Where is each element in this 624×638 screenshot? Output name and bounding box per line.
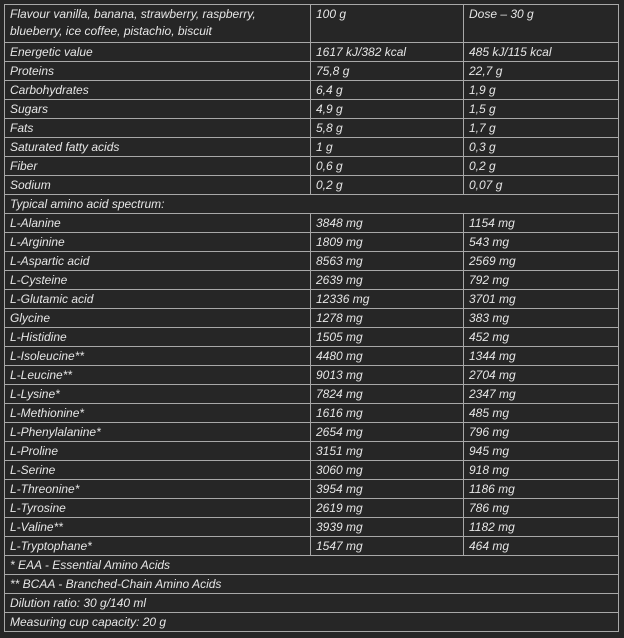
- footnote-cell: Measuring cup capacity: 20 g: [5, 613, 619, 632]
- per-dose-cell: 786 mg: [464, 499, 619, 518]
- row-label-cell: Sodium: [5, 176, 311, 195]
- per-dose-cell: 1186 mg: [464, 480, 619, 499]
- per-dose-cell: 2704 mg: [464, 366, 619, 385]
- per-100g-cell: 2639 mg: [311, 271, 464, 290]
- row-label-cell: L-Leucine**: [5, 366, 311, 385]
- flavour-header-cell: Flavour vanilla, banana, strawberry, raspberry, blueberry, ice coffee, pistachio, biscuit: [5, 5, 311, 43]
- amino-acid-row: [5, 404, 619, 423]
- footnote-cell: Dilution ratio: 30 g/140 ml: [5, 594, 619, 613]
- amino-acid-row: [5, 252, 619, 271]
- footnote-row: [5, 556, 619, 575]
- row-label-cell: L-Serine: [5, 461, 311, 480]
- per-100g-cell: 12336 mg: [311, 290, 464, 309]
- amino-acid-row: [5, 214, 619, 233]
- per-dose-cell: 2347 mg: [464, 385, 619, 404]
- nutrient-row: [5, 43, 619, 62]
- row-label-cell: Carbohydrates: [5, 81, 311, 100]
- per-100g-cell: 2654 mg: [311, 423, 464, 442]
- row-label-cell: L-Valine**: [5, 518, 311, 537]
- nutrient-row: [5, 119, 619, 138]
- amino-acid-row: [5, 537, 619, 556]
- amino-acid-row: [5, 347, 619, 366]
- per-dose-cell: 792 mg: [464, 271, 619, 290]
- nutrient-row: [5, 81, 619, 100]
- amino-acid-row: [5, 480, 619, 499]
- row-label-cell: L-Phenylalanine*: [5, 423, 311, 442]
- per-dose-cell: 383 mg: [464, 309, 619, 328]
- per-dose-cell: 543 mg: [464, 233, 619, 252]
- nutrient-row: [5, 62, 619, 81]
- footnote-cell: ** BCAA - Branched-Chain Amino Acids: [5, 575, 619, 594]
- row-label-cell: L-Alanine: [5, 214, 311, 233]
- per-dose-cell: 1,5 g: [464, 100, 619, 119]
- row-label-cell: Sugars: [5, 100, 311, 119]
- per-100g-cell: 8563 mg: [311, 252, 464, 271]
- per-dose-cell: 3701 mg: [464, 290, 619, 309]
- per-100g-cell: 75,8 g: [311, 62, 464, 81]
- nutrient-row: [5, 157, 619, 176]
- row-label-cell: Energetic value: [5, 43, 311, 62]
- per-dose-cell: 485 mg: [464, 404, 619, 423]
- per-100g-cell: 1809 mg: [311, 233, 464, 252]
- amino-acid-row: [5, 309, 619, 328]
- per-dose-cell: 22,7 g: [464, 62, 619, 81]
- amino-acid-row: [5, 461, 619, 480]
- per-100g-cell: 4,9 g: [311, 100, 464, 119]
- nutrition-table: [4, 4, 619, 632]
- per-100g-cell: 4480 mg: [311, 347, 464, 366]
- amino-acid-row: [5, 423, 619, 442]
- per-100g-cell: 2619 mg: [311, 499, 464, 518]
- amino-acid-row: [5, 385, 619, 404]
- per-100g-cell: 3939 mg: [311, 518, 464, 537]
- per-100g-cell: 1505 mg: [311, 328, 464, 347]
- per-dose-cell: 1154 mg: [464, 214, 619, 233]
- per-100g-cell: 6,4 g: [311, 81, 464, 100]
- per-dose-cell: 1,7 g: [464, 119, 619, 138]
- row-label-cell: Fiber: [5, 157, 311, 176]
- per-dose-cell: 0,2 g: [464, 157, 619, 176]
- row-label-cell: Saturated fatty acids: [5, 138, 311, 157]
- per-100g-cell: 0,6 g: [311, 157, 464, 176]
- per-100g-cell: 1616 mg: [311, 404, 464, 423]
- amino-acid-row: [5, 499, 619, 518]
- per-dose-cell: 2569 mg: [464, 252, 619, 271]
- amino-acid-row: [5, 271, 619, 290]
- per-dose-cell: 1,9 g: [464, 81, 619, 100]
- per-100g-cell: 3848 mg: [311, 214, 464, 233]
- per-dose-cell: 796 mg: [464, 423, 619, 442]
- nutrient-row: [5, 176, 619, 195]
- row-label-cell: Proteins: [5, 62, 311, 81]
- per-100g-cell: 1547 mg: [311, 537, 464, 556]
- row-label-cell: Fats: [5, 119, 311, 138]
- amino-acid-heading-row: [5, 195, 619, 214]
- footnote-row: [5, 575, 619, 594]
- row-label-cell: L-Methionine*: [5, 404, 311, 423]
- amino-acid-heading-cell: Typical amino acid spectrum:: [5, 195, 619, 214]
- row-label-cell: L-Lysine*: [5, 385, 311, 404]
- row-label-cell: L-Proline: [5, 442, 311, 461]
- amino-acid-row: [5, 328, 619, 347]
- footnote-row: [5, 594, 619, 613]
- per-100g-cell: 7824 mg: [311, 385, 464, 404]
- per-100g-cell: 1617 kJ/382 kcal: [311, 43, 464, 62]
- nutrition-table-frame: [4, 4, 618, 632]
- row-label-cell: L-Isoleucine**: [5, 347, 311, 366]
- per-dose-cell: 0,07 g: [464, 176, 619, 195]
- row-label-cell: L-Glutamic acid: [5, 290, 311, 309]
- per-100g-cell: 3060 mg: [311, 461, 464, 480]
- per-dose-cell: 464 mg: [464, 537, 619, 556]
- nutrient-row: [5, 100, 619, 119]
- amino-acid-row: [5, 366, 619, 385]
- per-100g-cell: 1278 mg: [311, 309, 464, 328]
- footnote-row: [5, 613, 619, 632]
- row-label-cell: L-Aspartic acid: [5, 252, 311, 271]
- per-dose-cell: 945 mg: [464, 442, 619, 461]
- row-label-cell: L-Threonine*: [5, 480, 311, 499]
- amino-acid-row: [5, 518, 619, 537]
- per-dose-cell: 0,3 g: [464, 138, 619, 157]
- per-dose-cell: 485 kJ/115 kcal: [464, 43, 619, 62]
- per-100g-cell: 5,8 g: [311, 119, 464, 138]
- row-label-cell: Glycine: [5, 309, 311, 328]
- row-label-cell: L-Cysteine: [5, 271, 311, 290]
- row-label-cell: L-Tryptophane*: [5, 537, 311, 556]
- nutrition-table-body: [5, 5, 619, 632]
- per-100g-header-cell: 100 g: [311, 5, 464, 43]
- row-label-cell: L-Histidine: [5, 328, 311, 347]
- per-100g-cell: 3954 mg: [311, 480, 464, 499]
- amino-acid-row: [5, 233, 619, 252]
- table-header-row: [5, 5, 619, 43]
- per-dose-header-cell: Dose – 30 g: [464, 5, 619, 43]
- per-dose-cell: 918 mg: [464, 461, 619, 480]
- per-100g-cell: 9013 mg: [311, 366, 464, 385]
- per-dose-cell: 1344 mg: [464, 347, 619, 366]
- footnote-cell: * EAA - Essential Amino Acids: [5, 556, 619, 575]
- per-dose-cell: 1182 mg: [464, 518, 619, 537]
- per-100g-cell: 3151 mg: [311, 442, 464, 461]
- per-100g-cell: 0,2 g: [311, 176, 464, 195]
- row-label-cell: L-Tyrosine: [5, 499, 311, 518]
- amino-acid-row: [5, 442, 619, 461]
- nutrient-row: [5, 138, 619, 157]
- per-dose-cell: 452 mg: [464, 328, 619, 347]
- row-label-cell: L-Arginine: [5, 233, 311, 252]
- amino-acid-row: [5, 290, 619, 309]
- per-100g-cell: 1 g: [311, 138, 464, 157]
